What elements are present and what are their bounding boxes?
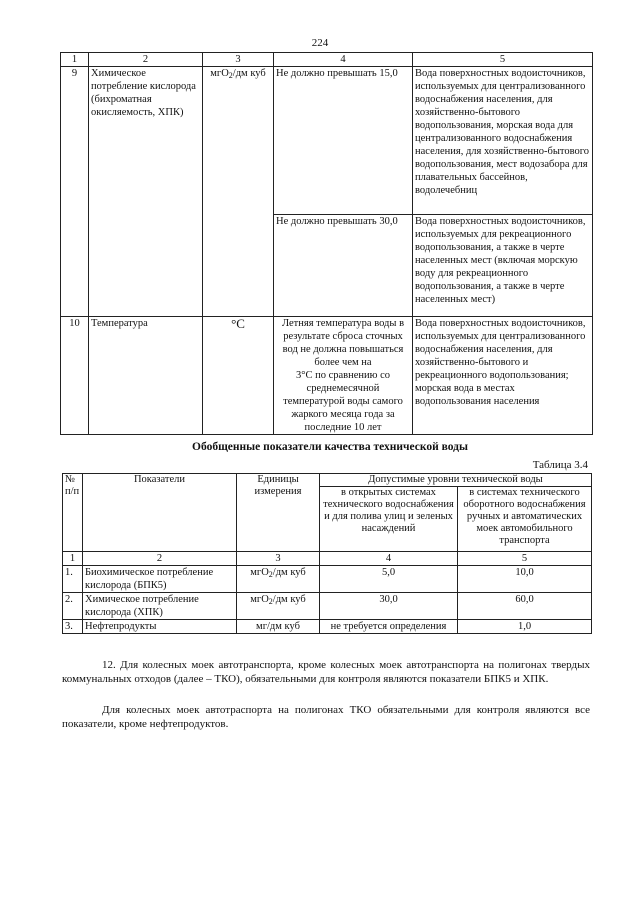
col-index: 4 — [274, 53, 413, 67]
paragraph-tko: Для колесных моек автотраспорта на полигонах ТКО обязательными для контроля являются все показатели, кроме нефтепродуктов. — [62, 704, 590, 730]
page-number: 224 — [311, 37, 329, 49]
col-index: 3 — [237, 552, 320, 566]
unit-cell: мг/дм куб — [237, 620, 320, 634]
row-number: 3. — [63, 620, 83, 634]
col-index: 4 — [320, 552, 458, 566]
technical-water-table — [62, 473, 592, 634]
limit-value: Не должно превышать 15,0 — [274, 67, 413, 215]
header-units: Единицы измерения — [237, 474, 320, 552]
open-system-value: 30,0 — [320, 593, 458, 620]
header-open-systems: в открытых системах технического водоснабжения и для полива улиц и зеленых насаждений — [320, 487, 458, 552]
table-header-row — [63, 474, 592, 487]
col-index: 5 — [413, 53, 593, 67]
indicator-name: Биохимическое потребление кислорода (БПК5) — [83, 566, 237, 593]
section-title: Обобщенные показатели качества технической воды — [192, 441, 468, 453]
row-number: 10 — [61, 317, 89, 435]
col-index: 2 — [83, 552, 237, 566]
header-indicators: Показатели — [83, 474, 237, 552]
col-index: 5 — [458, 552, 592, 566]
header-closed-systems: в системах технического оборотного водоснабжения ручных и автоматических моек автомобильного транспорта — [458, 487, 592, 552]
unit-cell: °C — [203, 317, 274, 435]
limit-description: Летняя температура воды в результате сброса сточных вод не должна повышаться более чем на 3°C по сравнению со среднемесячной температурой воды самого жаркого месяца года за последние 10 лет — [274, 317, 413, 435]
col-index: 1 — [63, 552, 83, 566]
row-number: 1. — [63, 566, 83, 593]
paragraph-12: 12. Для колесных моек автотранспорта, кроме колесных моек автотранспорта на полигонах твердых коммунальных отходов (далее – ТКО), обязательными для контроля являются показатели БПК5 и ХПК. — [62, 659, 590, 685]
row-number: 9 — [61, 67, 89, 317]
col-index: 1 — [61, 53, 89, 67]
table-row — [63, 593, 592, 620]
indicator-name: Нефтепродукты — [83, 620, 237, 634]
row-number: 2. — [63, 593, 83, 620]
indicator-name: Температура — [89, 317, 203, 435]
table-index-row — [63, 552, 592, 566]
header-allowed-levels: Допустимые уровни технической воды — [320, 474, 592, 487]
limit-value: Не должно превышать 30,0 — [274, 215, 413, 317]
col-index: 2 — [89, 53, 203, 67]
table-row — [61, 317, 593, 435]
open-system-value: 5,0 — [320, 566, 458, 593]
closed-system-value: 10,0 — [458, 566, 592, 593]
indicator-name: Химическое потребление кислорода (бихроматная окисляемость, ХПК) — [89, 67, 203, 317]
unit-cell: мгО$_2$/дм куб — [237, 593, 320, 620]
unit-cell: мгО$_2$/дм куб — [237, 566, 320, 593]
indicator-name: Химическое потребление кислорода (ХПК) — [83, 593, 237, 620]
table-label: Таблица 3.4 — [532, 459, 588, 471]
water-use-description: Вода поверхностных водоисточников, используемых для централизованного водоснабжения населения, для хозяйственно-бытового и рекреационного водопользования; морская вода в местах водопользования населения — [413, 317, 593, 435]
table-row — [61, 67, 593, 215]
col-index: 3 — [203, 53, 274, 67]
table-row — [63, 566, 592, 593]
unit-cell: мгО$_2$/дм куб — [203, 67, 274, 317]
water-use-description: Вода поверхностных водоисточников, используемых для рекреационного водопользования, а также в черте населенных мест (включая морскую воду для рекреационного водопользования, а также в черте населенных мест) — [413, 215, 593, 317]
closed-system-value: 60,0 — [458, 593, 592, 620]
closed-system-value: 1,0 — [458, 620, 592, 634]
water-use-description: Вода поверхностных водоисточников, используемых для централизованного водоснабжения населения, для хозяйственно-бытового водопользования, морская вода для централизованного водоснабжения населения, для хозяйственно-бытового водопользования, мест водозабора для плавательных бассейнов, водолечебниц — [413, 67, 593, 215]
quality-table-continued — [60, 52, 593, 435]
open-system-value: не требуется определения — [320, 620, 458, 634]
table-row — [63, 620, 592, 634]
table-index-row — [61, 53, 593, 67]
header-number: № п/п — [63, 474, 83, 552]
